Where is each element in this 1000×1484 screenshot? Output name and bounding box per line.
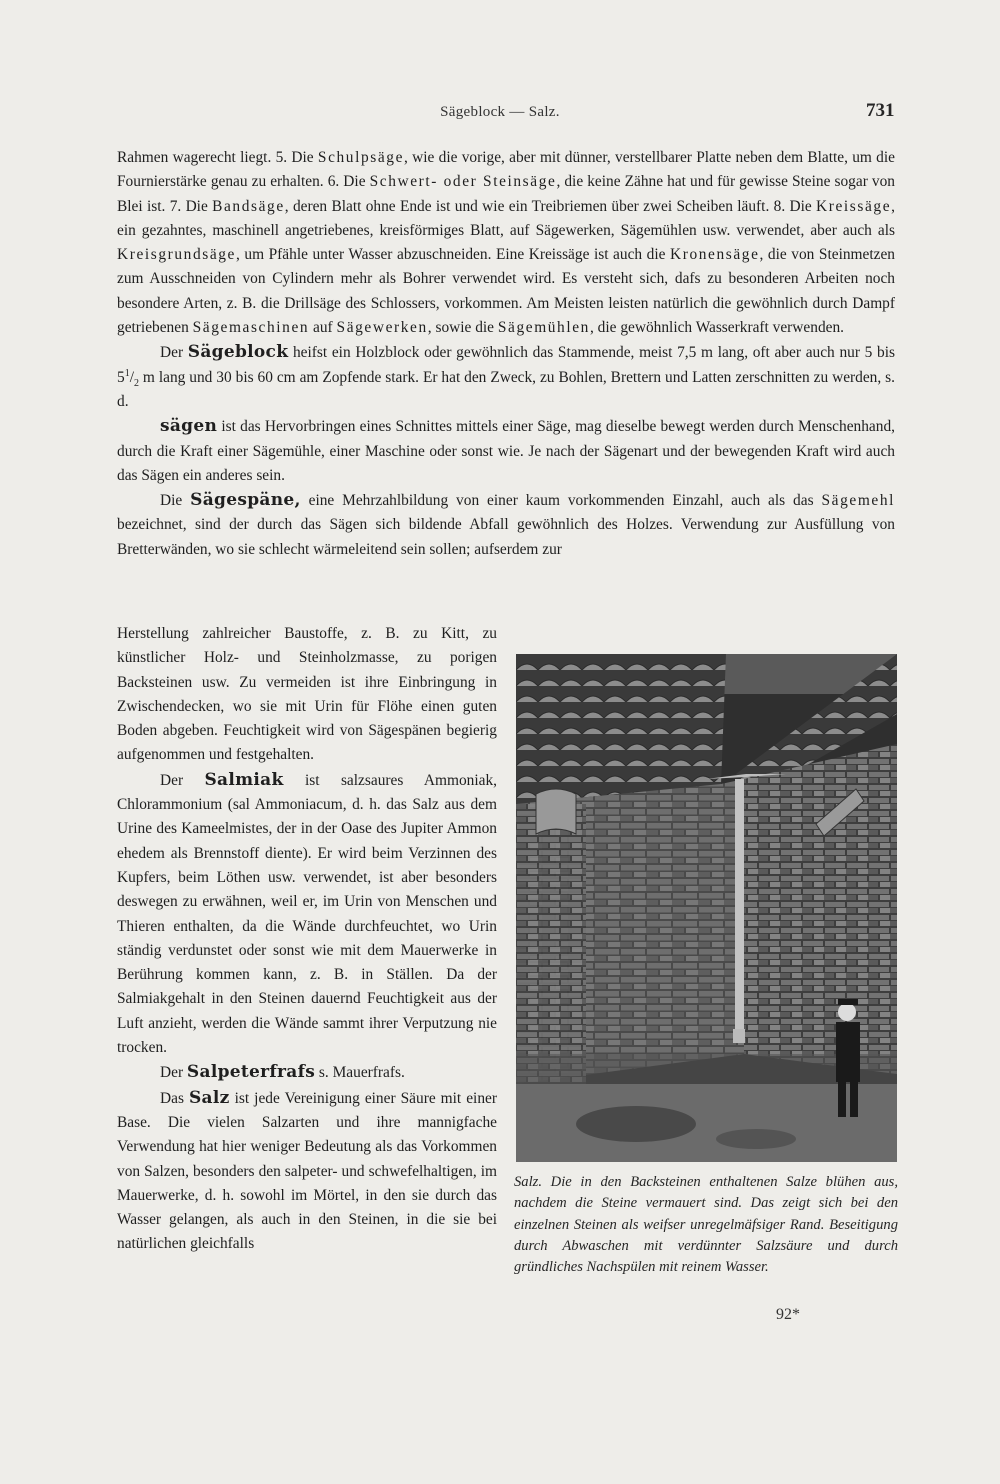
headword-salmiak: Salmiak xyxy=(204,769,284,790)
entry-salpeterfrass: Der Salpeterfrafs s. Mauerfrafs. xyxy=(160,1062,405,1083)
page-number: 731 xyxy=(866,100,895,121)
photo-salt-efflorescence xyxy=(516,654,897,1162)
headword-saegen: sägen xyxy=(160,416,218,437)
paragraph-saw-types: Rahmen wagerecht liegt. 5. Die Schulpsäge, wie die vorige, aber mit dünner, verstellbarer Platte neben dem Blatte, um die Fournierstärke genau zu erhalten. 6. Die Schwert- oder Steinsäge, die keine Zähne hat und für gewisse Steine sogar von Blei ist. 7. Die Bandsäge, deren Blatt ohne Ende ist und wie ein Treibriemen über zwei Scheiben läuft. 8. Die Kreissäge, ein gezahntes, maschinell angetriebenes, kreisförmiges Blatt, auf Sägewerken, Sägemühlen usw. verwendet, aber auch als Kreisgrundsäge, um Pfähle unter Wasser abzuschneiden. Eine Kreissäge ist auch die Kronensäge, die von Steinmetzen zum Ausschneiden von Cylindern mehr als Bohrer verwendet wird. Es versteht sich, dafs zu besonderen Arbeiten noch besondere Arten, z. B. die Drillsäge des Schlossers, vorkommen. Am Meisten leisten natürlich die gewöhnlich durch Dampf getriebenen Sägemaschinen auf Sägewerken, sowie die Sägemühlen, die gewöhnlich Wasserkraft verwenden. xyxy=(117,149,895,337)
entry-saegen: sägen ist das Hervorbringen eines Schnittes mittels einer Säge, mag dieselbe bewegt werden durch Menschenhand, durch die Kraft einer Sägemühle, einer Maschine oder sonst wie. Je nach der Sägenart und der bewegenden Kraft wird auch das Sägen ein anderes sein. xyxy=(117,416,895,484)
entry-saegeblock: Der Sägeblock heifst ein Holzblock oder gewöhnlich das Stammende, meist 7,5 m lang, oft aber auch nur 5 bis $5^1/_2$ m lang und 30 bis 60 cm am Zopfende stark. Er hat den Zweck, zu Bohlen, Brettern und Latten zerschnitten zu werden, s. d. xyxy=(117,342,895,410)
entry-salz: Das Salz ist jede Vereinigung einer Säure mit einer Base. Die vielen Salzarten und ihre mannigfache Verwendung hat hier weniger Bedeutung als das Vorkommen von Salzen, besonders den salpeter- und schwefelhaltigen, im Mauerwerke, d. h. sowohl im Mörtel, in den sie durch das Wasser gelangen, als auch in den Steinen, in die sie bei natürlichen gleichfalls xyxy=(117,1087,497,1253)
figure-caption: Salz. Die in den Backsteinen enthaltenen Salze blühen aus, nachdem die Steine vermauert sind. Das zeigt sich bei den einzelnen Steinen als weifser unregelmäfsiger Rand. Beseitigung durch Abwaschen mit verdünnter Salzsäure und durch gründliches Nachspülen mit reinem Wasser. xyxy=(514,1174,898,1276)
running-head: Sägeblock — Salz. xyxy=(440,104,560,120)
entry-salmiak: Der Salmiak ist salzsaures Ammoniak, Chlorammonium (sal Ammoniacum, d. h. das Salz aus dem Urine des Kameelmistes, der in der Oase des Jupiter Ammon ehedem als Brennstoff diente). Er wird beim Verzinnen des Kupfers, beim Löthen usw. verwendet, ist aber besonders deswegen zu erwähnen, weil er, im Urin von Menschen und Thieren enthalten, da die Wände durchfeuchtet, wo Urin ständig verdunstet oder sonst wie mit dem Mauerwerke in Berührung kommen kann, z. B. in Ställen. Da der Salmiakgehalt in den Steinen dauernd Feuchtigkeit aus der Luft anzieht, werden die Wände sammt ihrer Verputzung nie trocken. xyxy=(117,769,497,1057)
headword-saegeblock: Sägeblock xyxy=(187,342,289,363)
entry-saegespaene: Die Sägespäne, eine Mehrzahlbildung von einer kaum vorkommenden Einzahl, auch als das Sägemehl bezeichnet, sind der durch das Sägen sich bildende Abfall gewöhnlich des Holzes. Verwendung zur Ausfüllung von Bretterwänden, wo sie schlecht wärmeleitend sein sollen; aufserdem zur xyxy=(117,490,895,558)
entry-saegespaene-continued: Herstellung zahlreicher Baustoffe, z. B. zu Kitt, zu künstlicher Holz- und Steinholzmasse, zu porigen Backsteinen usw. Zu vermeiden ist ihre Einbringung in Zwischendecken, wo sie mit Urin für Flöhe einen guten Boden abgeben. Feuchtigkeit wird von Sägespänen begierig aufgenommen und festgehalten. xyxy=(117,625,497,764)
headword-saegespaene: Sägespäne, xyxy=(190,490,301,511)
signature-mark: 92* xyxy=(776,1306,800,1323)
headword-salpeterfrass: Salpeterfrafs xyxy=(186,1062,316,1083)
left-column-text xyxy=(117,622,497,1257)
full-width-text xyxy=(117,146,895,562)
headword-salz: Salz xyxy=(188,1087,230,1108)
